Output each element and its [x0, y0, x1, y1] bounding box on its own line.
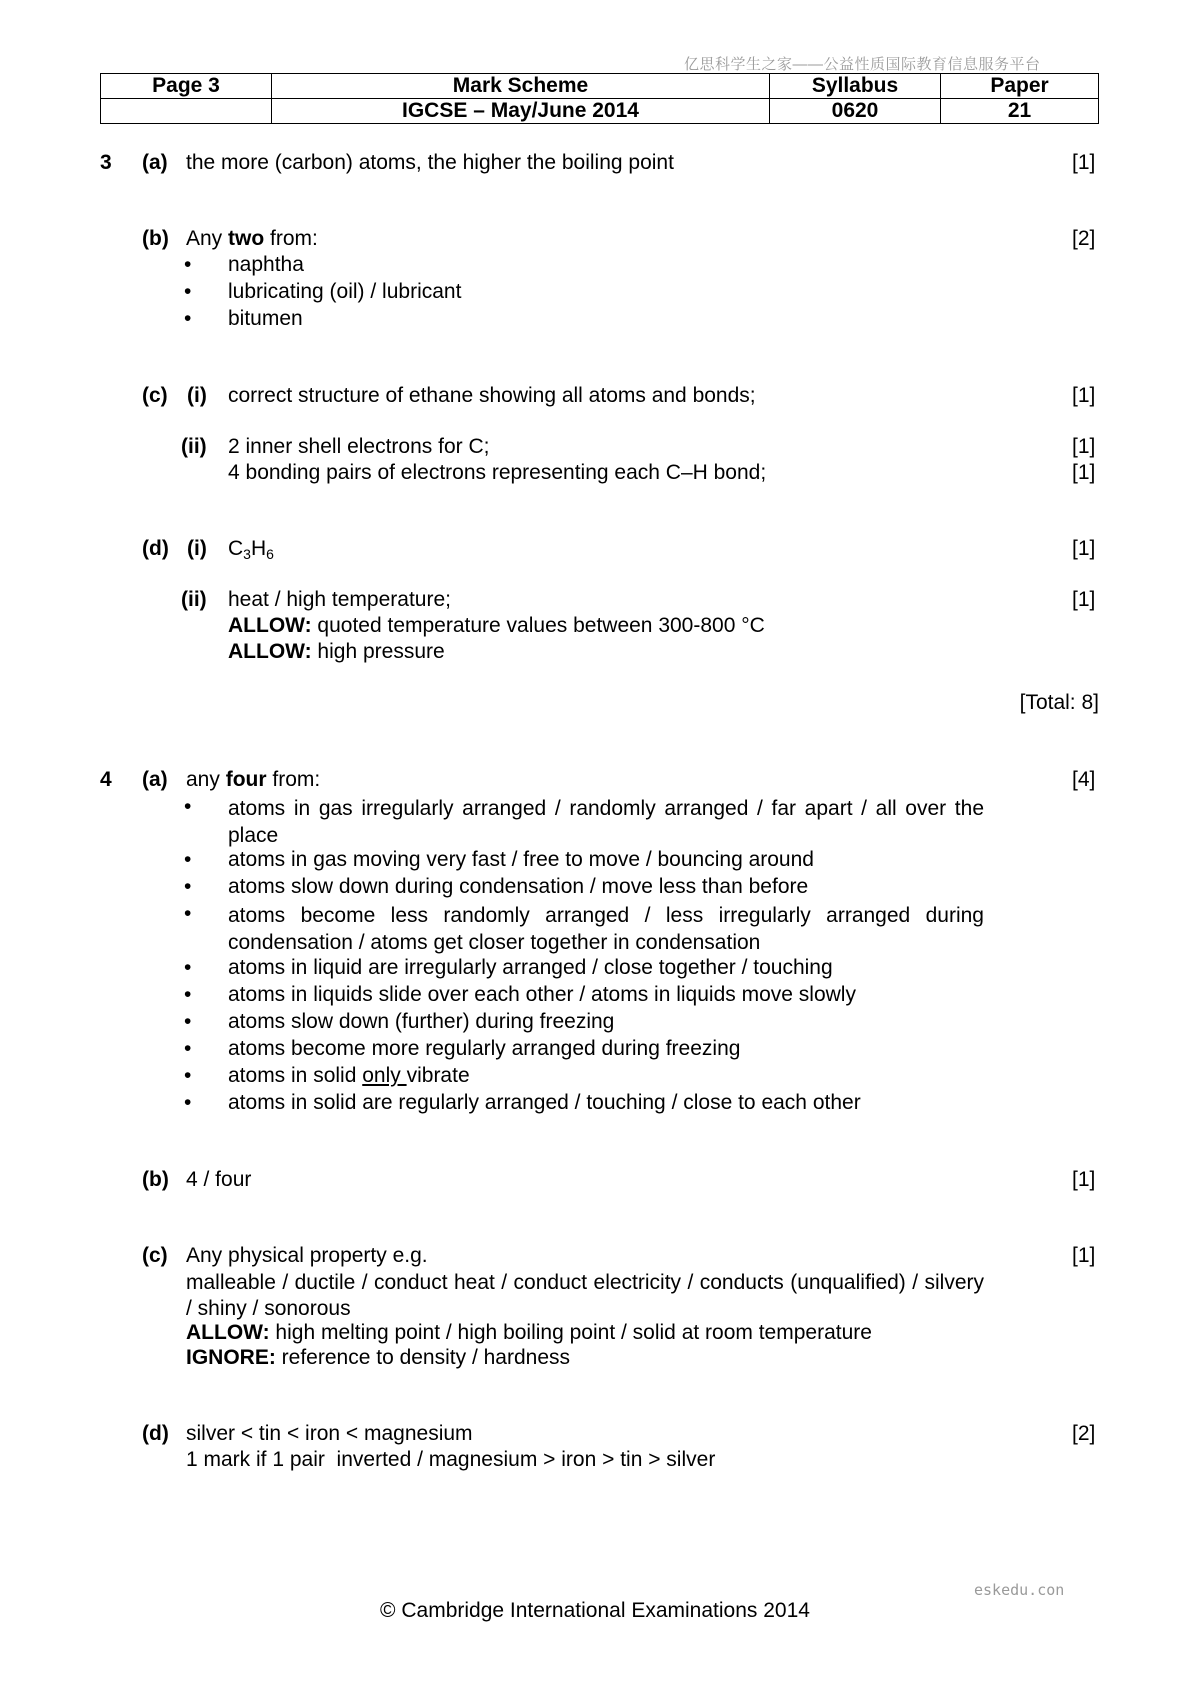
bullet-icon: • — [184, 875, 192, 898]
bullet-icon: • — [184, 902, 192, 925]
bullet-icon: • — [184, 848, 192, 871]
q4d-mark: [2] — [1072, 1422, 1096, 1445]
footer-copyright: © Cambridge International Examinations 2014 — [380, 1599, 810, 1622]
q3a-mark: [1] — [1072, 151, 1096, 174]
q3dii-label: (ii) — [181, 588, 207, 611]
list-item: atoms slow down (further) during freezing — [228, 1010, 615, 1033]
q3dii-mark: [1] — [1072, 588, 1096, 611]
list-item: atoms slow down during condensation / move less than before — [228, 875, 809, 898]
q3cii-line1: 2 inner shell electrons for C; — [228, 435, 490, 458]
q4d-line2: 1 mark if 1 pair inverted / magnesium > iron > tin > silver — [186, 1448, 716, 1471]
q3cii-label: (ii) — [181, 435, 207, 458]
bullet-icon: • — [184, 280, 192, 303]
bullet-icon: • — [184, 253, 192, 276]
q4c-allow: ALLOW: high melting point / high boiling point / solid at room temperature — [186, 1321, 872, 1344]
header-empty-cell — [101, 99, 272, 124]
q4c-line2: malleable / ductile / conduct heat / conduct electricity / conducts (unqualified) / silvery / shiny / sonorous — [186, 1271, 984, 1320]
exam-session: IGCSE – May/June 2014 — [272, 99, 770, 124]
q4c-mark: [1] — [1072, 1244, 1096, 1267]
list-item: atoms in solid are regularly arranged / touching / close to each other — [228, 1091, 861, 1114]
q4b-answer: 4 / four — [186, 1168, 252, 1191]
q4c-ignore: IGNORE: reference to density / hardness — [186, 1346, 571, 1369]
q4b-mark: [1] — [1072, 1168, 1096, 1191]
q3dii-allow1: ALLOW: quoted temperature values between 300-800 °C — [228, 614, 765, 637]
q3b-label: (b) — [142, 227, 169, 250]
q3ci-answer: correct structure of ethane showing all atoms and bonds; — [228, 384, 756, 407]
q4d-line1: silver < tin < iron < magnesium — [186, 1422, 473, 1445]
question-4-number: 4 — [100, 768, 112, 791]
syllabus-code: 0620 — [770, 99, 941, 124]
q3b-mark: [2] — [1072, 227, 1096, 250]
list-item: atoms in gas moving very fast / free to move / bouncing around — [228, 848, 814, 871]
watermark-bottom: eskedu.con — [974, 1581, 1065, 1599]
q4b-label: (b) — [142, 1168, 169, 1191]
q3d-label: (d) — [142, 537, 169, 560]
watermark-top: 亿思科学生之家——公益性质国际教育信息服务平台 — [684, 56, 1041, 73]
list-item: bitumen — [228, 307, 303, 330]
header-table — [100, 73, 1099, 124]
paper-label: Paper — [941, 74, 1099, 99]
q4a-label: (a) — [142, 768, 168, 791]
list-item: atoms become less randomly arranged / less irregularly arranged during condensation / atoms get closer together in condensation — [228, 904, 984, 954]
bullet-icon: • — [184, 956, 192, 979]
q3ci-label: (i) — [187, 384, 207, 407]
list-item: atoms in liquid are irregularly arranged / close together / touching — [228, 956, 833, 979]
q3cii-mark1: [1] — [1072, 435, 1096, 458]
q3dii-line1: heat / high temperature; — [228, 588, 451, 611]
q4d-label: (d) — [142, 1422, 169, 1445]
q3dii-allow2: ALLOW: high pressure — [228, 640, 445, 663]
list-item: atoms in gas irregularly arranged / randomly arranged / far apart / all over the place — [228, 797, 984, 847]
q3di-mark: [1] — [1072, 537, 1096, 560]
q3b-intro: Any two from: — [186, 227, 318, 250]
bullet-icon: • — [184, 1064, 192, 1087]
bullet-icon: • — [184, 983, 192, 1006]
q4c-line1: Any physical property e.g. — [186, 1244, 428, 1267]
question-3-number: 3 — [100, 151, 112, 174]
syllabus-label: Syllabus — [770, 74, 941, 99]
page-label: Page 3 — [101, 74, 272, 99]
q3ci-mark: [1] — [1072, 384, 1096, 407]
list-item: atoms in solid only vibrate — [228, 1064, 470, 1087]
q3a-answer: the more (carbon) atoms, the higher the boiling point — [186, 151, 674, 174]
q3di-formula: $C_3H_6$ — [228, 537, 274, 562]
list-item: lubricating (oil) / lubricant — [228, 280, 462, 303]
q3c-label: (c) — [142, 384, 168, 407]
list-item: atoms in liquids slide over each other / atoms in liquids move slowly — [228, 983, 856, 1006]
bullet-icon: • — [184, 795, 192, 818]
q3-total: [Total: 8] — [1019, 691, 1099, 714]
bullet-icon: • — [184, 1037, 192, 1060]
bullet-icon: • — [184, 307, 192, 330]
q3cii-mark2: [1] — [1072, 461, 1096, 484]
q3cii-line2: 4 bonding pairs of electrons representing each C–H bond; — [228, 461, 767, 484]
bullet-icon: • — [184, 1091, 192, 1114]
list-item: naphtha — [228, 253, 304, 276]
bullet-icon: • — [184, 1010, 192, 1033]
q4a-intro: any four from: — [186, 768, 321, 791]
list-item: atoms become more regularly arranged during freezing — [228, 1037, 741, 1060]
q3a-label: (a) — [142, 151, 168, 174]
q3di-label: (i) — [187, 537, 207, 560]
paper-number: 21 — [941, 99, 1099, 124]
doc-title: Mark Scheme — [272, 74, 770, 99]
q4a-mark: [4] — [1072, 768, 1096, 791]
q4c-label: (c) — [142, 1244, 168, 1267]
